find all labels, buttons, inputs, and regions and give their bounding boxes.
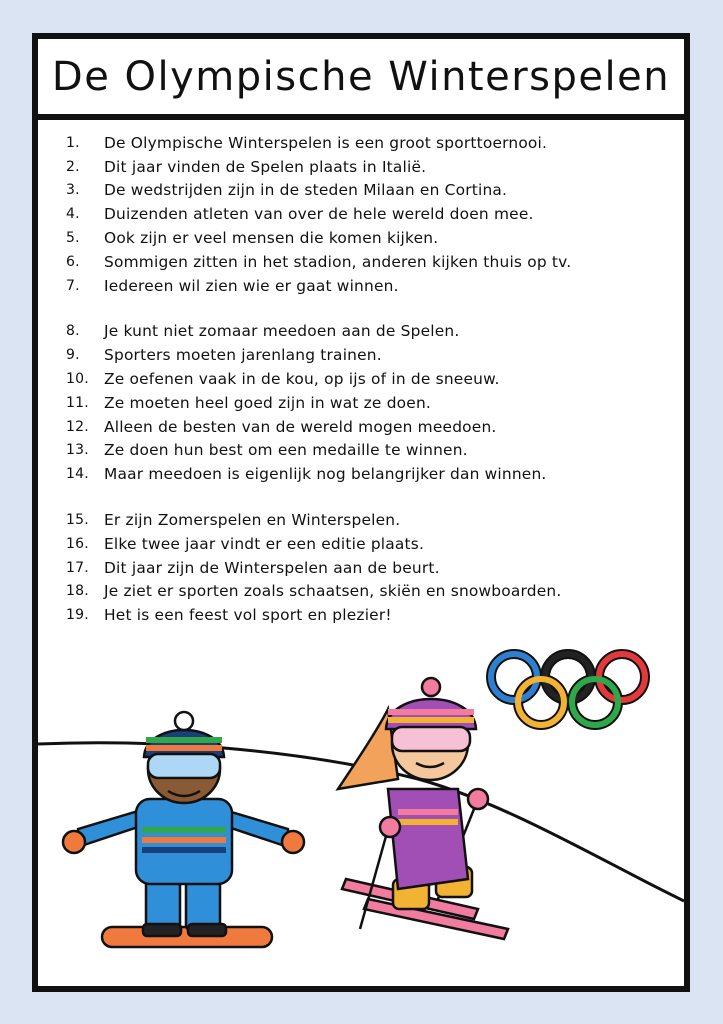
sentence-line [66,131,674,155]
sentence-number: 10. [66,371,89,388]
sentence-text: De wedstrijden zijn in de steden Milaan en Cortina. [104,181,508,200]
page-title: De Olympische Winterspelen [51,53,671,100]
sentence-text: Iedereen wil zien wie er gaat winnen. [104,276,399,295]
sentence-line [66,179,674,203]
sentence-number: 7. [66,277,80,294]
sentence-number: 18. [66,583,89,600]
sentence-line [66,226,674,250]
sentence-line [66,343,674,367]
sentence-number: 19. [66,607,89,624]
sentence-line [66,415,674,439]
sentence-number: 15. [66,512,89,529]
sentence-number: 11. [66,394,89,411]
sentence-text: Je ziet er sporten zoals schaatsen, skiën en snowboarden. [104,582,562,601]
sentence-line [66,462,674,486]
sentence-number: 6. [66,253,80,270]
sentence-number: 12. [66,418,89,435]
sentence-text: Sporters moeten jarenlang trainen. [104,346,382,365]
sentence-number: 1. [66,134,80,151]
sentence-text: Dit jaar zijn de Winterspelen aan de beurt. [104,558,440,577]
olympic-rings-icon [491,654,645,725]
sentence-text: Sommigen zitten in het stadion, anderen kijken thuis op tv. [104,252,572,271]
sentence-number: 17. [66,559,89,576]
sentence-text: Ze doen hun best om een medaille te winnen. [104,441,468,460]
worksheet [32,33,690,992]
sentence-text: Je kunt niet zomaar meedoen aan de Spelen. [104,322,460,341]
sentence-number: 5. [66,230,80,247]
sentence-line [66,155,674,179]
sentence-text: Duizenden atleten van over de hele wereld doen mee. [104,205,534,224]
sentence-text: Er zijn Zomerspelen en Winterspelen. [104,511,401,530]
sentence-group [66,508,674,627]
sentence-number: 9. [66,347,80,364]
title-bar [38,39,684,120]
sentence-text: De Olympische Winterspelen is een groot sporttoernooi. [104,133,548,152]
winter-sports-illustration [38,639,684,986]
sentence-text: Ze moeten heel goed zijn in wat ze doen. [104,393,431,412]
sentence-text: Alleen de besten van de wereld mogen meedoen. [104,417,497,436]
sentence-text: Het is een feest vol sport en plezier! [104,606,392,625]
sentence-line [66,320,674,344]
sentence-group [66,320,674,487]
sentence-line [66,439,674,463]
sentence-text: Ze oefenen vaak in de kou, op ijs of in de sneeuw. [104,370,500,389]
sentence-line [66,603,674,627]
sentence-group [66,131,674,298]
sentence-list [66,131,674,649]
sentence-number: 4. [66,206,80,223]
skier-icon [338,678,508,939]
sentence-text: Ook zijn er veel mensen die komen kijken. [104,229,439,248]
sentence-line [66,250,674,274]
sentence-text: Maar meedoen is eigenlijk nog belangrijker dan winnen. [104,465,547,484]
snowboarder-icon [63,712,304,947]
sentence-line [66,274,674,298]
sentence-number: 8. [66,323,80,340]
sentence-line [66,367,674,391]
sentence-number: 16. [66,535,89,552]
sentence-line [66,202,674,226]
sentence-line [66,556,674,580]
sentence-number: 3. [66,182,80,199]
sentence-line [66,532,674,556]
sentence-line [66,580,674,604]
sentence-line [66,391,674,415]
sentence-line [66,508,674,532]
sentence-number: 14. [66,466,89,483]
sentence-text: Elke twee jaar vindt er een editie plaats. [104,534,425,553]
sentence-number: 13. [66,442,89,459]
sentence-text: Dit jaar vinden de Spelen plaats in Italië. [104,157,427,176]
sentence-number: 2. [66,158,80,175]
